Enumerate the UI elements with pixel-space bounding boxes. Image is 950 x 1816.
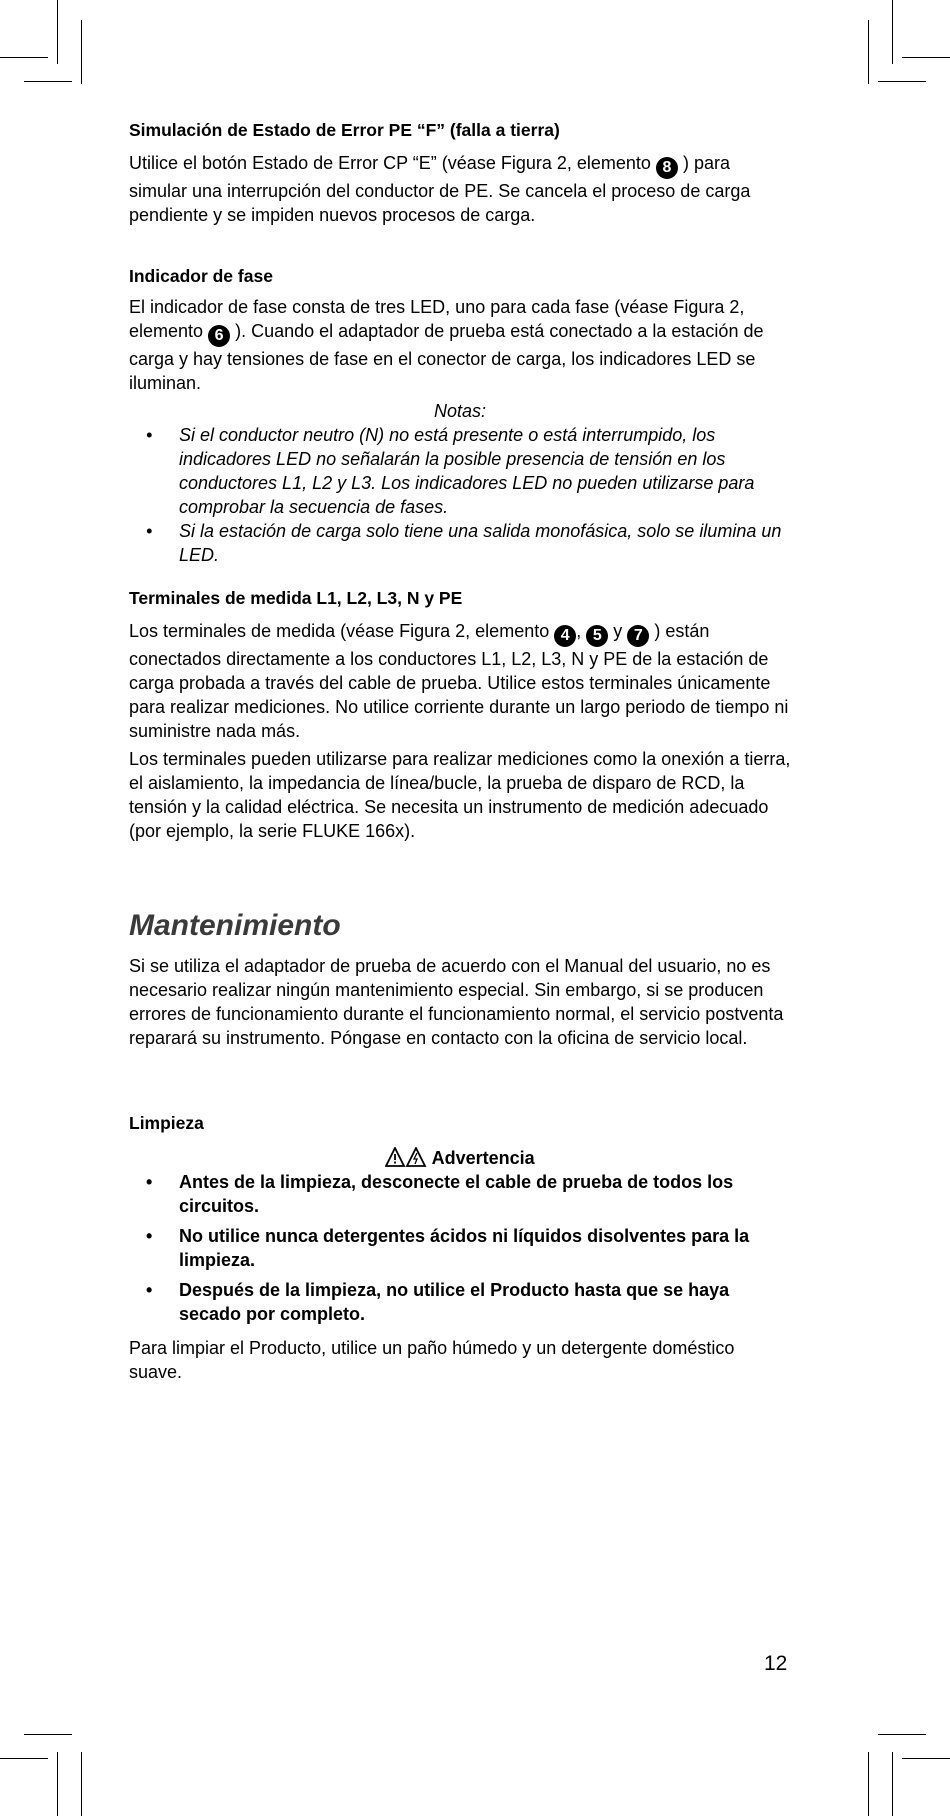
warning-list — [129, 1170, 791, 1326]
crop-mark — [892, 1752, 893, 1816]
bullet: • — [146, 1226, 153, 1246]
callout-number: 7 — [627, 625, 649, 647]
section-cleaning — [129, 1112, 791, 1134]
section-heading: Indicador de fase — [129, 266, 273, 286]
notes-title: Notas: — [433, 401, 487, 421]
crop-mark — [878, 1734, 926, 1735]
crop-mark — [0, 57, 48, 58]
list-item: • Si la estación de carga solo tiene una salida monofásica, solo se ilumina un LED. — [146, 521, 782, 565]
crop-mark — [878, 81, 926, 82]
section-pe-error — [129, 119, 791, 141]
section-terminals — [129, 587, 791, 609]
crop-mark — [57, 1752, 58, 1816]
maintenance-paragraph: Si se utiliza el adaptador de prueba de acuerdo con el Manual del usuario, no es necesario realizar ningún mantenimiento especial. Sin embargo, si se producen errores de funcionamiento durante el funcionamiento normal, el servicio postventa reparará su instrumento. Póngase en contacto con la oficina de servicio local. — [129, 956, 784, 1048]
section-heading: Limpieza — [129, 1113, 204, 1133]
crop-mark — [0, 1758, 48, 1759]
phase-paragraph: El indicador de fase consta de tres LED, uno para cada fase (véase Figura 2, elemento 6 ). Cuando el adaptador de prueba está conectado a la estación de carga y hay tensiones de fase en el conector de carga, los indicadores LED se iluminan. — [129, 297, 764, 393]
warning-triangle-icon — [385, 1147, 427, 1167]
callout-number: 5 — [586, 625, 608, 647]
section-heading: Terminales de medida L1, L2, L3, N y PE — [129, 588, 463, 608]
cleaning-paragraph: Para limpiar el Producto, utilice un paño húmedo y un detergente doméstico suave. — [129, 1338, 735, 1382]
section-title: Mantenimiento — [129, 909, 341, 942]
crop-mark — [24, 81, 72, 82]
crop-mark — [81, 1752, 82, 1816]
crop-mark — [57, 0, 58, 64]
pe-error-paragraph: Utilice el botón Estado de Error CP “E” (véase Figura 2, elemento 8 ) para simular una interrupción del conductor de PE. Se cancela el proceso de carga pendiente y se impiden nuevos procesos de carga. — [129, 153, 751, 225]
bullet: • — [146, 1172, 153, 1192]
bullet: • — [146, 521, 153, 541]
crop-mark — [81, 20, 82, 84]
callout-number: 8 — [656, 157, 678, 179]
callout-number: 4 — [554, 625, 576, 647]
bullet: • — [146, 1280, 153, 1300]
bullet: • — [146, 425, 153, 445]
list-item: • Después de la limpieza, no utilice el Producto hasta que se haya secado por completo. — [146, 1280, 730, 1324]
crop-mark — [902, 57, 950, 58]
section-maintenance — [129, 908, 791, 944]
notes-block — [129, 399, 791, 567]
callout-number: 6 — [208, 325, 230, 347]
notes-list — [129, 423, 791, 567]
terminals-paragraph-2: Los terminales pueden utilizarse para realizar mediciones como la onexión a tierra, el aislamiento, la impedancia de línea/bucle, la prueba de disparo de RCD, la tensión y la calidad eléctrica. Se necesita un instrumento de medición adecuado (por ejemplo, la serie FLUKE 166x). — [129, 749, 791, 841]
crop-mark — [902, 1758, 950, 1759]
section-heading: Simulación de Estado de Error PE “F” (falla a tierra) — [129, 120, 560, 140]
crop-mark — [868, 1752, 869, 1816]
list-item: • Antes de la limpieza, desconecte el cable de prueba de todos los circuitos. — [146, 1172, 734, 1216]
crop-mark — [892, 0, 893, 64]
list-item: • No utilice nunca detergentes ácidos ni líquidos disolventes para la limpieza. — [146, 1226, 750, 1270]
crop-mark — [868, 20, 869, 84]
warning-title: Advertencia — [129, 1146, 791, 1170]
list-item: • Si el conductor neutro (N) no está presente o está interrumpido, los indicadores LED no señalarán la posible presencia de tensión en los conductores L1, L2 y L3. Los indicadores LED no pueden utilizarse para comprobar la secuencia de fases. — [146, 425, 755, 517]
crop-mark — [24, 1734, 72, 1735]
warning-block — [129, 1146, 791, 1332]
terminals-paragraph: Los terminales de medida (véase Figura 2, elemento 4 , 5 y 7 ) están conectados directamente a los conductores L1, L2, L3, N y PE de la estación de carga probada a través del cable de prueba. Utilice estos terminales únicamente para realizar mediciones. No utilice corriente durante un largo periodo de tiempo ni suministre nada más. — [129, 621, 789, 741]
section-phase — [129, 265, 791, 287]
page-number: 12 — [764, 1652, 788, 1675]
